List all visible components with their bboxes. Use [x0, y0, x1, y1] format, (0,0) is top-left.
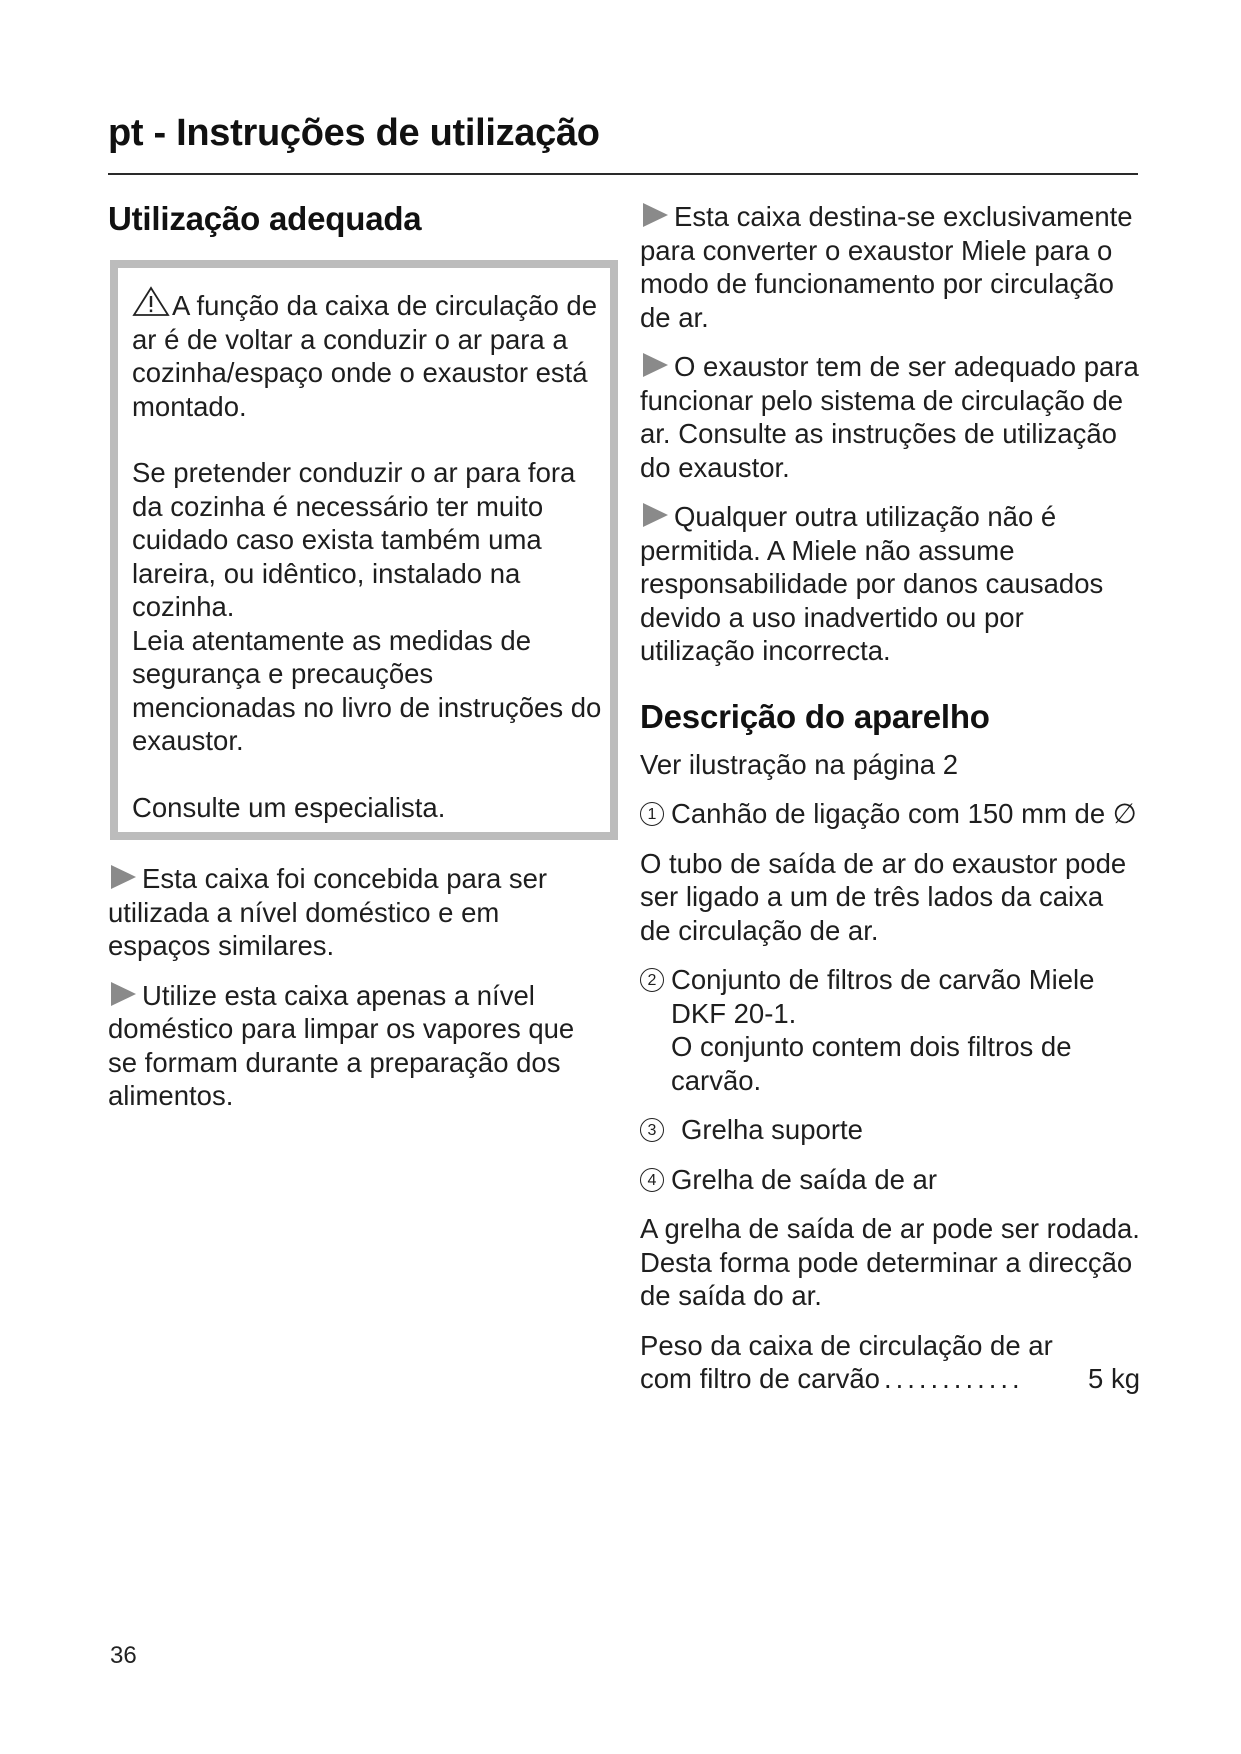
arrow-bullet-icon: [108, 980, 138, 1008]
number-3-badge: 3: [640, 1118, 664, 1142]
weight-value: 5 kg: [1088, 1363, 1140, 1394]
bullet-item: O exaustor tem de ser adequado para funcionar pelo sistema de circulação de ar. Consulte as instruções de utilização do exaustor.: [640, 351, 1139, 483]
component-item-3: 3 Grelha suporte: [640, 1113, 1140, 1147]
warning-box: [110, 260, 618, 840]
right-column: [640, 200, 1140, 1396]
bullet-item: Esta caixa destina-se exclusivamente para converter o exaustor Miele para o modo de funcionamento por circulação de ar.: [640, 201, 1133, 333]
page-number: 36: [110, 1642, 137, 1669]
warning-text-2: Se pretender conduzir o ar para fora da cozinha é necessário ter muito cuidado caso exista também uma lareira, ou idêntico, instalado na cozinha.: [132, 457, 576, 622]
arrow-bullet-icon: [640, 501, 670, 529]
arrow-bullet-icon: [640, 351, 670, 379]
see-illustration-text: Ver ilustração na página 2: [640, 748, 958, 780]
number-4-badge: 4: [640, 1168, 664, 1192]
warning-text-3: Leia atentamente as medidas de segurança e precauções mencionadas no livro de instruções do exaustor.: [132, 624, 602, 756]
weight-label: com filtro de carvão: [640, 1363, 880, 1394]
bullet-item: Esta caixa foi concebida para ser utilizada a nível doméstico e em espaços similares.: [108, 863, 548, 961]
tube-paragraph: O tubo de saída de ar do exaustor pode ser ligado a um de três lados da caixa de circulação de ar.: [640, 847, 1127, 946]
number-2-badge: 2: [640, 968, 664, 992]
number-1-badge: 1: [640, 802, 664, 826]
left-column: [108, 200, 608, 1129]
warning-triangle-icon: [132, 286, 170, 317]
page-title: pt - Instruções de utilização: [108, 112, 600, 154]
warning-text-1: A função da caixa de circulação de ar é de voltar a conduzir o ar para a cozinha/espaço onde o exaustor está montado.: [132, 290, 598, 422]
component-item-4: 4 Grelha de saída de ar: [640, 1163, 1140, 1197]
warning-text-4: Consulte um especialista.: [132, 791, 446, 823]
weight-line-2: [640, 1362, 1140, 1396]
component-item-2: 2 Conjunto de filtros de carvão Miele DKF 20-1. O conjunto contem dois filtros de carvão.: [640, 963, 1140, 1097]
section-heading-device-description: Descrição do aparelho: [640, 697, 990, 735]
component-item-1: 1 Canhão de ligação com 150 mm de ∅: [640, 797, 1140, 831]
title-divider: [108, 173, 1138, 175]
arrow-bullet-icon: [108, 863, 138, 891]
section-heading-proper-use: Utilização adequada: [108, 200, 422, 237]
bullet-item: Qualquer outra utilização não é permitida. A Miele não assume responsabilidade por danos causados devido a uso inadvertido ou por utilização incorrecta.: [640, 501, 1104, 666]
arrow-bullet-icon: [640, 201, 670, 229]
warning-paragraph: [132, 286, 604, 423]
bullet-item: Utilize esta caixa apenas a nível doméstico para limpar os vapores que se formam durante a preparação dos alimentos.: [108, 979, 575, 1111]
leader-dots: ............: [883, 1363, 1024, 1394]
weight-line-1: Peso da caixa de circulação de ar: [640, 1329, 1053, 1361]
grille-paragraph: A grelha de saída de ar pode ser rodada. Desta forma pode determinar a direcção de saída do ar.: [640, 1213, 1140, 1311]
